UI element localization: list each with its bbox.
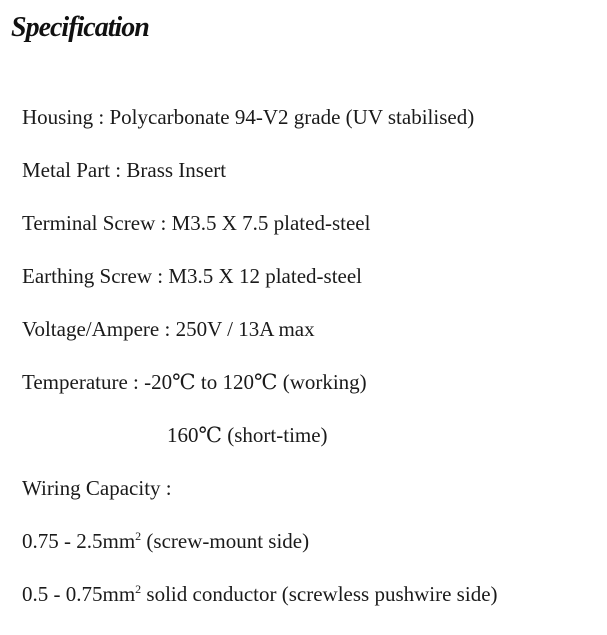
- wiring-pushwire-size: 0.5 - 0.75mm: [22, 582, 136, 606]
- page-title: Specification: [11, 12, 149, 43]
- wiring-screw-mount-desc: (screw-mount side): [141, 529, 310, 553]
- spec-metal-part: Metal Part : Brass Insert: [22, 158, 227, 182]
- spec-housing: Housing : Polycarbonate 94-V2 grade (UV stabilised): [22, 105, 475, 129]
- spec-temperature-short-time: 160℃ (short-time): [167, 423, 328, 447]
- spec-wiring-pushwire: [22, 581, 498, 607]
- wiring-pushwire-desc: solid conductor (screwless pushwire side): [141, 582, 498, 606]
- wiring-screw-mount-size: 0.75 - 2.5mm: [22, 529, 136, 553]
- wiring-screw-mount-superscript: 2: [135, 529, 142, 543]
- spec-voltage-ampere: Voltage/Ampere : 250V / 13A max: [22, 317, 315, 341]
- spec-temperature-working: Temperature : -20℃ to 120℃ (working): [22, 370, 367, 394]
- wiring-pushwire-superscript: 2: [135, 582, 142, 596]
- spec-wiring-capacity-label: Wiring Capacity :: [22, 476, 172, 500]
- spec-earthing-screw: Earthing Screw : M3.5 X 12 plated-steel: [22, 264, 362, 288]
- spec-wiring-screw-mount: [22, 528, 309, 554]
- spec-terminal-screw: Terminal Screw : M3.5 X 7.5 plated-steel: [22, 211, 371, 235]
